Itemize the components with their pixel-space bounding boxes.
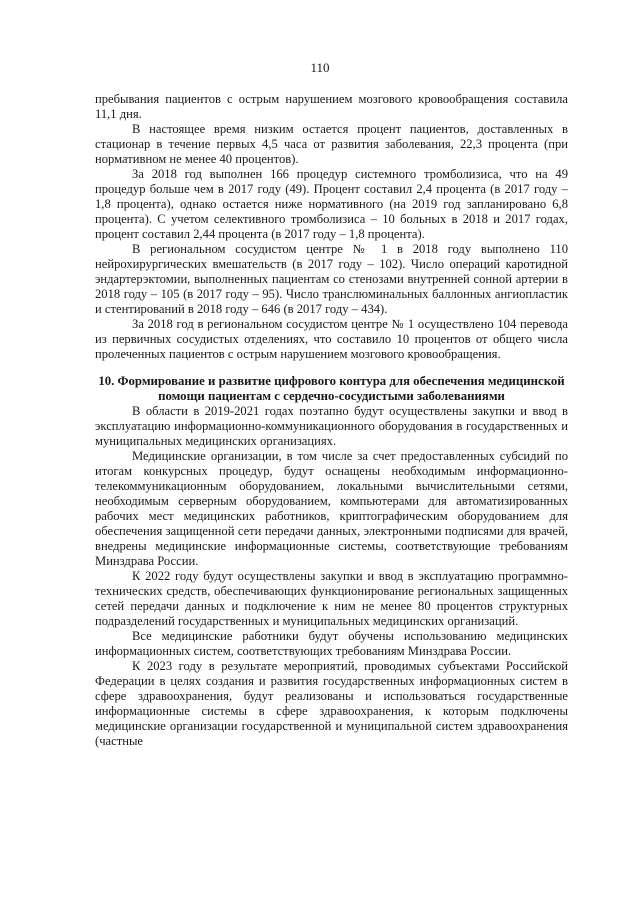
paragraph: В области в 2019-2021 годах поэтапно будут осуществлены закупки и ввод в эксплуатацию информационно-коммуникационного оборудования в государственных и муниципальных медицинских организациях.	[95, 404, 568, 448]
text-block-before-heading	[95, 92, 568, 362]
paragraph: К 2023 году в результате мероприятий, проводимых субъектами Российской Федерации в целях создания и развития государственных информационных систем в сфере здравоохранения, будут реализованы и использоваться государственные информационные системы в сфере здравоохранения, к которым подключены медицинские организации государственной и муниципальной систем здравоохранения (частные	[95, 659, 568, 748]
paragraph: За 2018 год выполнен 166 процедур системного тромболизиса, что на 49 процедур больше чем в 2017 году (49). Процент составил 2,4 процента (в 2017 году – 1,8 процента), однако остается ниже нормативного (на 2019 год запланировано 6,8 процента). С учетом селективного тромболизиса – 10 больных в 2018 и 2017 годах, процент составил 2,44 процента (в 2017 году – 1,8 процента).	[95, 167, 568, 241]
paragraph: В региональном сосудистом центре № 1 в 2018 году выполнено 110 нейрохирургических вмешательств (в 2017 году – 102). Число операций каротидной эндартерэктомии, выполненных пациентам со стенозами внутренней сонной артерии в 2018 году – 105 (в 2017 году – 95). Число транслюминальных баллонных ангиопластик и стентирований в 2018 году – 646 (в 2017 году – 434).	[95, 242, 568, 316]
text-block-after-heading	[95, 404, 568, 749]
paragraph: За 2018 год в региональном сосудистом центре № 1 осуществлено 104 перевода из первичных сосудистых отделениях, что составило 10 процентов от общего числа пролеченных пациентов с острым нарушением мозгового кровообращения.	[95, 317, 568, 361]
paragraph: Медицинские организации, в том числе за счет предоставленных субсидий по итогам конкурсных процедур, будут оснащены необходимым информационно-телекоммуникационным оборудованием, локальными вычислительными сетями, необходимым серверным оборудованием, компьютерами для автоматизированных рабочих мест медицинских работников, криптографическим оборудованием для обеспечения защищенной сети передачи данных, электронными подписями для врачей, внедрены медицинские информационные системы, соответствующие требованиям Минздрава России.	[95, 449, 568, 568]
section-heading: 10. Формирование и развитие цифрового контура для обеспечения медицинской помощи пациентам с сердечно-сосудистыми заболеваниями	[98, 374, 565, 403]
paragraph: К 2022 году будут осуществлены закупки и ввод в эксплуатацию программно-технических средств, обеспечивающих функционирование региональных защищенных сетей передачи данных и подключение к ним не менее 80 процентов структурных подразделений государственных и муниципальных медицинских организаций.	[95, 569, 568, 628]
page-number: 110	[310, 60, 330, 75]
paragraph: Все медицинские работники будут обучены использованию медицинских информационных систем, соответствующих требованиям Минздрава России.	[95, 629, 568, 658]
paragraph: В настоящее время низким остается процент пациентов, доставленных в стационар в течение первых 4,5 часа от развития заболевания, 22,3 процента (при нормативном не менее 40 процентов).	[95, 122, 568, 166]
page-content	[95, 92, 568, 749]
paragraph: пребывания пациентов с острым нарушением мозгового кровообращения составила 11,1 дня.	[95, 92, 568, 121]
